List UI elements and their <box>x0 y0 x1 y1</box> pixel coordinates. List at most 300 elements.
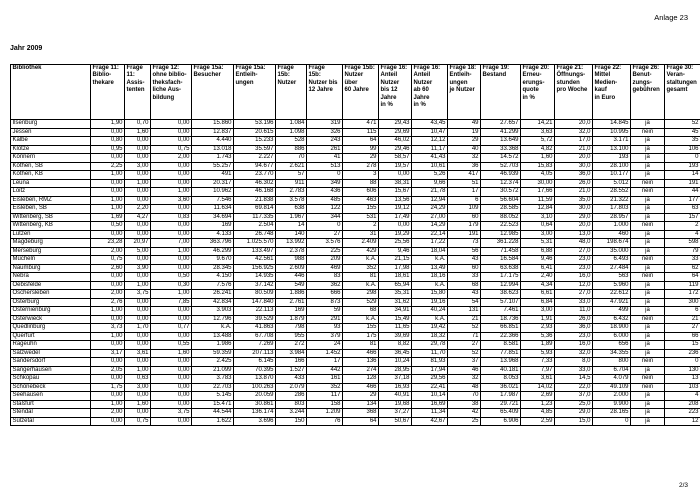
table-cell: 0,50 <box>91 222 125 231</box>
table-cell: 100.263 <box>234 383 276 392</box>
table-cell: 7,85 <box>151 298 192 307</box>
table-cell: 0,70 <box>125 120 151 129</box>
table-cell: ja <box>631 247 665 256</box>
library-name-cell: Rageuhn <box>11 341 91 350</box>
table-cell: ja <box>631 213 665 222</box>
table-cell: 0 <box>307 171 343 180</box>
table-cell: 1.084 <box>276 120 307 129</box>
table-cell: 442 <box>307 366 343 375</box>
table-cell: 2,00 <box>151 154 192 163</box>
column-header-line: 60 Jahre <box>344 87 369 94</box>
table-cell: 18.736 <box>481 315 521 324</box>
table-cell: 17.803 <box>593 205 631 214</box>
table-cell: 41,43 <box>412 154 448 163</box>
table-cell: 0,00 <box>151 171 192 180</box>
table-cell: 0 <box>665 358 700 367</box>
table-cell: ja <box>631 400 665 409</box>
table-cell: 14 <box>276 222 307 231</box>
table-cell: 223 <box>665 409 700 418</box>
table-cell: 13.992 <box>276 239 307 248</box>
table-cell: nein <box>631 179 665 188</box>
table-cell: 13,0 <box>555 230 593 239</box>
table-cell: 9.670 <box>192 256 234 265</box>
table-cell: 6,88 <box>521 247 555 256</box>
table-row <box>11 256 700 265</box>
table-cell: 1,00 <box>151 290 192 299</box>
table-cell: 0,00 <box>91 273 125 282</box>
table-cell: 433 <box>276 375 307 384</box>
table-cell: 29,56 <box>412 375 448 384</box>
table-cell: 911 <box>276 179 307 188</box>
table-cell: 133.497 <box>234 247 276 256</box>
table-cell: 36 <box>448 162 481 171</box>
table-cell: 3,00 <box>521 230 555 239</box>
table-cell: 3,61 <box>125 349 151 358</box>
table-cell: 1,60 <box>125 400 151 409</box>
table-cell: 29 <box>343 392 379 401</box>
table-cell: 40,91 <box>379 392 412 401</box>
table-cell: 2.783 <box>276 188 307 197</box>
table-cell: 6.000 <box>593 332 631 341</box>
table-row <box>11 332 700 341</box>
table-cell: 1.886 <box>276 290 307 299</box>
table-cell: 40 <box>448 145 481 154</box>
table-cell: 3,75 <box>125 290 151 299</box>
table-cell: 17,94 <box>412 366 448 375</box>
table-cell: 6,84 <box>521 298 555 307</box>
table-cell: 52 <box>665 120 700 129</box>
table-cell: 42.561 <box>234 256 276 265</box>
table-cell: 362 <box>307 281 343 290</box>
table-cell: 344 <box>307 213 343 222</box>
column-header-line: liche Aus- <box>152 87 181 94</box>
library-name-cell: Schönebeck <box>11 383 91 392</box>
table-row <box>11 315 700 324</box>
table-cell: 43 <box>448 290 481 299</box>
table-cell: 158 <box>307 400 343 409</box>
table-cell: 17,22 <box>412 239 448 248</box>
table-cell: 3.783 <box>192 375 234 384</box>
column-header-line: Frage 18: <box>449 65 477 71</box>
table-cell: 117.335 <box>234 213 276 222</box>
table-cell: 41.299 <box>481 128 521 137</box>
table-cell: 1,00 <box>91 171 125 180</box>
table-cell: 0,00 <box>151 375 192 384</box>
table-cell: 0,00 <box>125 222 151 231</box>
table-cell: 64 <box>343 417 379 426</box>
column-header <box>521 65 555 120</box>
table-cell: 0,00 <box>125 188 151 197</box>
table-cell: 349 <box>307 179 343 188</box>
table-cell: 22.703 <box>192 383 234 392</box>
table-cell: 3,00 <box>125 162 151 171</box>
table-cell: 67.708 <box>234 332 276 341</box>
table-cell: ja <box>631 290 665 299</box>
table-cell: 27,0 <box>555 247 593 256</box>
table-cell: 513 <box>307 162 343 171</box>
table-cell: 0,00 <box>151 366 192 375</box>
table-cell: k.A. <box>343 281 379 290</box>
table-cell: 128 <box>343 375 379 384</box>
table-cell: 68 <box>343 307 379 316</box>
table-cell: 37,0 <box>555 392 593 401</box>
table-cell: 11,17 <box>412 145 448 154</box>
table-cell: 25,0 <box>555 400 593 409</box>
table-cell: 2,93 <box>521 324 555 333</box>
table-cell: 1.986 <box>192 341 234 350</box>
table-row <box>11 324 700 333</box>
table-cell: 2,76 <box>91 298 125 307</box>
column-header-line: Frage <box>308 65 325 71</box>
table-cell: 193 <box>593 154 631 163</box>
table-cell: 2,00 <box>91 409 125 418</box>
column-header-line: Assis- <box>126 79 145 86</box>
table-cell: nein <box>631 358 665 367</box>
table-cell: nein <box>631 315 665 324</box>
table-cell: 27 <box>448 341 481 350</box>
table-cell: 0,00 <box>125 230 151 239</box>
table-row <box>11 120 700 129</box>
column-header-line: Medien- <box>594 79 618 86</box>
table-cell: 66 <box>665 332 700 341</box>
table-cell: 81 <box>343 341 379 350</box>
table-cell: 4 <box>665 230 700 239</box>
library-name-cell: Magdeburg <box>11 239 91 248</box>
table-cell: 169 <box>192 222 234 231</box>
table-cell: 1,75 <box>91 383 125 392</box>
table-cell: 3.171 <box>593 137 631 146</box>
table-cell: 1,00 <box>91 307 125 316</box>
column-header-line: tenten <box>126 87 145 94</box>
column-header-line: kauf <box>594 87 607 94</box>
table-cell: 3.578 <box>276 196 307 205</box>
table-cell: 2 <box>665 222 700 231</box>
table-cell: 50,67 <box>379 417 412 426</box>
table-cell: 2,60 <box>91 264 125 273</box>
table-cell: 7,33 <box>521 358 555 367</box>
table-cell: 0,00 <box>379 171 412 180</box>
table-cell: 20.059 <box>234 392 276 401</box>
table-cell: 22,0 <box>555 383 593 392</box>
column-header-line: Frage 11: <box>92 65 119 71</box>
table-cell: 4,82 <box>521 145 555 154</box>
table-cell: 2.000 <box>593 392 631 401</box>
table-row <box>11 205 700 214</box>
table-cell: 13.968 <box>481 358 521 367</box>
table-cell: 30.572 <box>481 188 521 197</box>
table-cell: 47.921 <box>593 298 631 307</box>
table-cell: 43 <box>448 256 481 265</box>
table-cell: 0,64 <box>521 222 555 231</box>
table-cell: 31 <box>343 230 379 239</box>
table-cell: 4,85 <box>521 409 555 418</box>
table-cell: 10,61 <box>412 162 448 171</box>
table-cell: 7.461 <box>481 307 521 316</box>
table-cell: 0,00 <box>125 137 151 146</box>
table-cell: 0,00 <box>91 281 125 290</box>
table-cell: 491 <box>192 171 234 180</box>
table-cell: 21.838 <box>234 196 276 205</box>
table-cell: 56.604 <box>481 196 521 205</box>
table-cell: 485 <box>307 196 343 205</box>
table-cell: 65,94 <box>379 281 412 290</box>
table-cell: 8,82 <box>379 341 412 350</box>
table-cell: 466 <box>343 349 379 358</box>
table-cell: 0,00 <box>125 171 151 180</box>
table-cell: 0,00 <box>91 341 125 350</box>
table-cell: 40,24 <box>412 307 448 316</box>
column-header <box>151 65 192 120</box>
table-cell: 0,50 <box>151 273 192 282</box>
table-cell: 3,10 <box>521 213 555 222</box>
table-cell: 42.834 <box>192 298 234 307</box>
table-cell: 16,69 <box>412 400 448 409</box>
table-cell: 99 <box>343 145 379 154</box>
table-cell: 11,34 <box>412 409 448 418</box>
table-row <box>11 417 700 426</box>
table-row <box>11 366 700 375</box>
table-cell: nein <box>631 128 665 137</box>
table-cell: 10.995 <box>593 128 631 137</box>
table-cell: 0 <box>665 154 700 163</box>
table-cell: 2,59 <box>521 417 555 426</box>
table-cell: 0,00 <box>125 145 151 154</box>
table-cell: ja <box>631 324 665 333</box>
table-cell: 0,00 <box>91 417 125 426</box>
table-cell: 19,29 <box>379 230 412 239</box>
library-statistics-table <box>10 64 700 426</box>
table-cell: 117 <box>307 392 343 401</box>
column-header-line: Frage 19: <box>482 65 510 71</box>
table-cell: 13.870 <box>234 375 276 384</box>
table-cell: 19 <box>448 128 481 137</box>
table-cell: 1,70 <box>125 324 151 333</box>
table-cell: 46.168 <box>234 188 276 197</box>
table-cell: 57 <box>276 171 307 180</box>
table-cell: 207.113 <box>234 349 276 358</box>
table-cell: 30,0 <box>555 162 593 171</box>
table-cell: 23,28 <box>91 239 125 248</box>
column-header-line: Frage 26: <box>632 65 660 71</box>
table-cell: 21,0 <box>555 188 593 197</box>
table-cell: 6 <box>665 307 700 316</box>
table-cell: nein <box>631 256 665 265</box>
table-cell: 41 <box>307 154 343 163</box>
table-cell: 886 <box>276 145 307 154</box>
column-header-line: Frage <box>126 65 143 71</box>
table-cell: 12 <box>665 417 700 426</box>
table-cell: 18,04 <box>412 247 448 256</box>
table-cell: 2.504 <box>234 222 276 231</box>
library-name-cell: Ilsenburg <box>11 120 91 129</box>
table-cell: 6 <box>448 196 481 205</box>
table-cell: nein <box>631 273 665 282</box>
table-cell: 64 <box>343 137 379 146</box>
column-header-line: Benut- <box>632 72 652 79</box>
table-cell: 29,43 <box>379 120 412 129</box>
table-cell: 0,00 <box>151 358 192 367</box>
table-cell: 236 <box>665 349 700 358</box>
table-cell: 3,75 <box>151 409 192 418</box>
table-cell: 56 <box>448 247 481 256</box>
table-cell: 93 <box>307 324 343 333</box>
table-cell: 7.269 <box>234 341 276 350</box>
table-cell: 2,00 <box>91 247 125 256</box>
table-row <box>11 383 700 392</box>
table-cell: 15,80 <box>412 290 448 299</box>
table-cell: ja <box>631 264 665 273</box>
table-cell: 19,42 <box>412 324 448 333</box>
table-cell: 13 <box>665 375 700 384</box>
table-cell: 466 <box>343 383 379 392</box>
column-header-line: in Euro <box>594 94 616 101</box>
library-name-cell: Leuna <box>11 179 91 188</box>
table-cell: 73 <box>448 239 481 248</box>
table-cell: 18.900 <box>593 324 631 333</box>
table-row <box>11 281 700 290</box>
table-cell: 4.440 <box>192 137 234 146</box>
table-cell: 16,93 <box>379 383 412 392</box>
table-cell: 0,00 <box>125 358 151 367</box>
table-cell: 119 <box>665 281 700 290</box>
table-row <box>11 247 700 256</box>
table-cell: 57.107 <box>481 298 521 307</box>
library-name-cell: Seehausen <box>11 392 91 401</box>
table-cell: 2.227 <box>234 154 276 163</box>
table-cell: 37,18 <box>379 375 412 384</box>
table-cell: 27,00 <box>412 213 448 222</box>
table-row <box>11 188 700 197</box>
table-cell: 19,57 <box>379 162 412 171</box>
table-row <box>11 239 700 248</box>
library-name-cell: Wittenberg, KB <box>11 222 91 231</box>
table-cell: 52 <box>448 324 481 333</box>
table-cell: 20,0 <box>555 222 593 231</box>
table-cell: 3.903 <box>192 307 234 316</box>
table-cell: 14 <box>665 171 700 180</box>
table-cell: 15,0 <box>555 417 593 426</box>
column-header-line: Besucher <box>193 72 221 79</box>
table-cell: ja <box>631 120 665 129</box>
library-name-cell: Osternienburg <box>11 307 91 316</box>
table-cell: 70.395 <box>234 366 276 375</box>
table-header-row <box>11 65 700 120</box>
table-cell: 21,0 <box>555 145 593 154</box>
table-cell: 5,26 <box>412 171 448 180</box>
table-cell: 15,83 <box>521 162 555 171</box>
table-cell: k.A. <box>192 324 234 333</box>
library-name-cell: Staßfurt <box>11 400 91 409</box>
table-cell: 6.145 <box>234 358 276 367</box>
table-cell: 150 <box>276 417 307 426</box>
table-cell: 0,00 <box>91 392 125 401</box>
table-cell: 531 <box>343 213 379 222</box>
table-cell: 21 <box>448 315 481 324</box>
table-cell: 1,91 <box>521 315 555 324</box>
column-header-line: Nutzer <box>380 79 400 86</box>
table-cell: 25,56 <box>379 239 412 248</box>
year-heading: Jahr 2009 <box>10 45 43 52</box>
table-cell: 1,00 <box>91 400 125 409</box>
table-cell: ja <box>631 417 665 426</box>
table-cell: 26,0 <box>555 315 593 324</box>
library-name-cell: Stendal <box>11 409 91 418</box>
table-cell: 2,40 <box>521 273 555 282</box>
column-header <box>276 65 307 120</box>
table-cell: 10.177 <box>593 171 631 180</box>
table-cell: 12,84 <box>521 205 555 214</box>
table-cell: 41.863 <box>234 324 276 333</box>
table-cell: 69.814 <box>234 205 276 214</box>
table-cell: 2 <box>343 222 379 231</box>
table-cell: 17 <box>448 188 481 197</box>
column-header-line: Anteil <box>413 72 431 79</box>
library-name-cell: Nebra <box>11 273 91 282</box>
library-name-cell: Quedlinburg <box>11 324 91 333</box>
table-cell: 225 <box>307 247 343 256</box>
table-cell: ja <box>631 298 665 307</box>
table-cell: 12.985 <box>481 230 521 239</box>
table-cell: 0,55 <box>151 341 192 350</box>
table-cell: 326 <box>307 128 343 137</box>
table-cell: 3 <box>343 171 379 180</box>
table-cell: 0,00 <box>151 400 192 409</box>
table-cell: 529 <box>343 298 379 307</box>
table-cell: 13,49 <box>412 264 448 273</box>
table-cell: 4.079 <box>593 375 631 384</box>
table-cell: 30.861 <box>234 400 276 409</box>
library-name-cell: Sandersdorf <box>11 358 91 367</box>
library-name-cell: Wittenberg, SB <box>11 213 91 222</box>
library-name-cell: Lützen <box>11 230 91 239</box>
library-name-cell: Jessen <box>11 128 91 137</box>
column-header-line: Nutzer <box>277 79 297 86</box>
table-cell: ja <box>631 145 665 154</box>
table-cell: 58,57 <box>379 154 412 163</box>
column-header-line: ungen <box>235 79 254 86</box>
table-cell: 32 <box>448 154 481 163</box>
table-cell: 191 <box>448 230 481 239</box>
table-cell: 9,46 <box>521 256 555 265</box>
table-row <box>11 171 700 180</box>
table-cell: 22.523 <box>481 222 521 231</box>
table-cell: 26.241 <box>192 290 234 299</box>
table-cell: 6.493 <box>593 256 631 265</box>
table-cell: 3,61 <box>521 375 555 384</box>
table-cell: 2.609 <box>276 264 307 273</box>
table-cell: 0,00 <box>151 307 192 316</box>
column-header-line: bildung <box>152 94 175 101</box>
library-name-cell: Oschersleben <box>11 290 91 299</box>
table-cell: k.A. <box>412 315 448 324</box>
table-cell: 36.021 <box>481 383 521 392</box>
table-cell: 48 <box>448 383 481 392</box>
table-cell: 8.581 <box>481 341 521 350</box>
table-cell: 0,00 <box>125 298 151 307</box>
table-cell: 0,30 <box>151 281 192 290</box>
column-header <box>234 65 276 120</box>
table-cell: 5.960 <box>593 281 631 290</box>
column-header-line: Biblio- <box>92 72 112 79</box>
table-cell: 17,66 <box>521 188 555 197</box>
table-cell: 3,60 <box>151 196 192 205</box>
table-cell: 38 <box>448 400 481 409</box>
column-header-line: Veran- <box>666 72 685 79</box>
table-cell: 278 <box>343 162 379 171</box>
table-cell: 4,27 <box>125 213 151 222</box>
library-name-cell: Merseburg <box>11 247 91 256</box>
table-cell: 13.018 <box>192 145 234 154</box>
